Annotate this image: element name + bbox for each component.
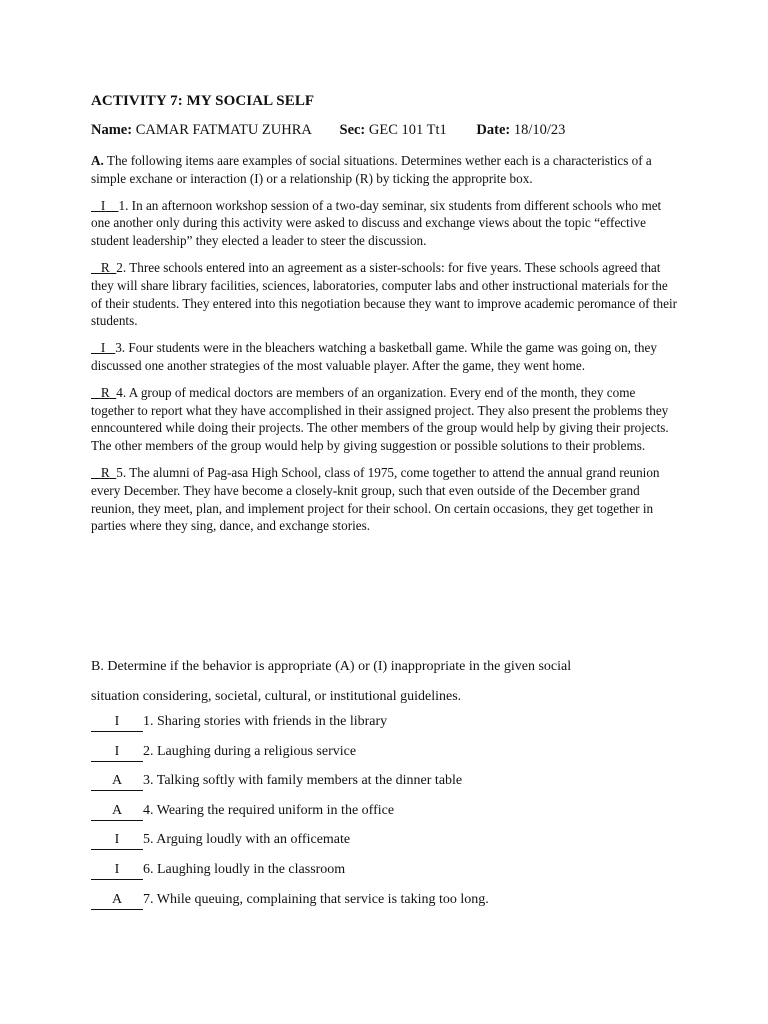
item-text: 3. Talking softly with family members at the dinner table: [143, 773, 463, 789]
item-text: 5. The alumni of Pag-asa High School, class of 1975, come together to attend the annual grand reunion every December. They have become a closely-knit group, such that even outside of the December grand reunion, they meet, plan, and implement project for their school. On certain occasions, they get together in parties where they sing, dance, and exchange stories.: [91, 464, 660, 534]
answer-blank: I: [91, 713, 143, 732]
name-value: CAMAR FATMATU ZUHRA: [135, 122, 312, 138]
answer-value: R: [100, 384, 110, 400]
item-text: 2. Laughing during a religious service: [143, 743, 357, 759]
section-a-instructions: [91, 152, 681, 188]
item-text: 1. Sharing stories with friends in the library: [143, 714, 388, 729]
section-b-list: [91, 711, 691, 918]
item-text: 3. Four students were in the bleachers watching a basketball game. While the game was going on, they discussed one another strategies of the most valuable player. After the game, they went home.: [91, 340, 657, 373]
date-label: Date:: [476, 122, 511, 138]
answer-value: I: [100, 340, 106, 356]
name-label: Name:: [91, 122, 133, 138]
answer-value: R: [100, 464, 110, 480]
answer-blank: I: [91, 831, 143, 850]
answer-blank: A: [91, 802, 143, 821]
section-a-label: A.: [91, 153, 104, 168]
item-text: 2. Three schools entered into an agreement as a sister-schools: for five years. These schools agreed that they will share library facilities, sciences, laboratories, computer labs and other instructional materials for the of their students. They entered into this negotiation because they want to improve academic peromance of their students.: [91, 259, 678, 329]
section-b-item: [91, 829, 691, 859]
section-label: Sec:: [339, 122, 366, 138]
section-b-item: [91, 800, 691, 830]
section-b-intro-line: B. Determine if the behavior is appropriate (A) or (I) inappropriate in the given social: [91, 659, 572, 674]
section-b-instructions: [91, 652, 691, 711]
answer-blank: I: [91, 743, 143, 762]
item-text: 4. Wearing the required uniform in the office: [143, 802, 395, 818]
student-info-line: [91, 122, 565, 139]
answer-value: I: [100, 197, 106, 213]
item-text: 5. Arguing loudly with an officemate: [143, 832, 351, 848]
section-b-item: [91, 770, 691, 800]
section-b-item: [91, 741, 691, 771]
answer-blank: A: [91, 772, 143, 791]
date-value: 18/10/23: [513, 122, 566, 138]
section-b-item: [91, 889, 691, 919]
answer-blank: [91, 260, 116, 275]
item-text: 1. In an afternoon workshop session of a two-day seminar, six students from different schools who met one another only during this activity were asked to discuss and exchange views about the topic “effective student leadership” they elected a leader to steer the discussion.: [91, 197, 662, 249]
section-b-intro-line: situation considering, societal, cultural, or institutional guidelines.: [91, 688, 462, 704]
item-text: 4. A group of medical doctors are members of an organization. Every end of the month, they come together to report what they have accomplished in their assigned project. They also present the problems they enncountered while doing their projects. The other members of the group would help by giving their projects. The other members of the group would help by giving suggestion or possible solutions to their problems.: [91, 384, 669, 454]
section-a-item: [91, 464, 681, 535]
section-value: GEC 101 Tt1: [368, 122, 447, 138]
answer-blank: [91, 340, 115, 355]
answer-blank: [91, 465, 116, 480]
section-b-item: [91, 711, 691, 741]
answer-blank: I: [91, 861, 143, 880]
section-a-item: [91, 197, 681, 250]
page-title: ACTIVITY 7: MY SOCIAL SELF: [91, 93, 315, 109]
section-a-instructions-text: The following items aare examples of social situations. Determines wether each is a characteristics of a simple exchane or interaction (I) or a relationship (R) by ticking the approprite box.: [91, 153, 652, 186]
item-text: 7. While queuing, complaining that service is taking too long.: [143, 891, 489, 907]
answer-blank: A: [91, 891, 143, 910]
section-a-item: [91, 259, 681, 330]
answer-blank: [91, 198, 118, 213]
section-a-item: [91, 339, 681, 375]
answer-value: R: [100, 259, 110, 275]
section-b-item: [91, 859, 691, 889]
answer-blank: [91, 385, 116, 400]
section-a-item: [91, 384, 681, 455]
item-text: 6. Laughing loudly in the classroom: [143, 861, 346, 877]
section-a: [91, 152, 681, 544]
